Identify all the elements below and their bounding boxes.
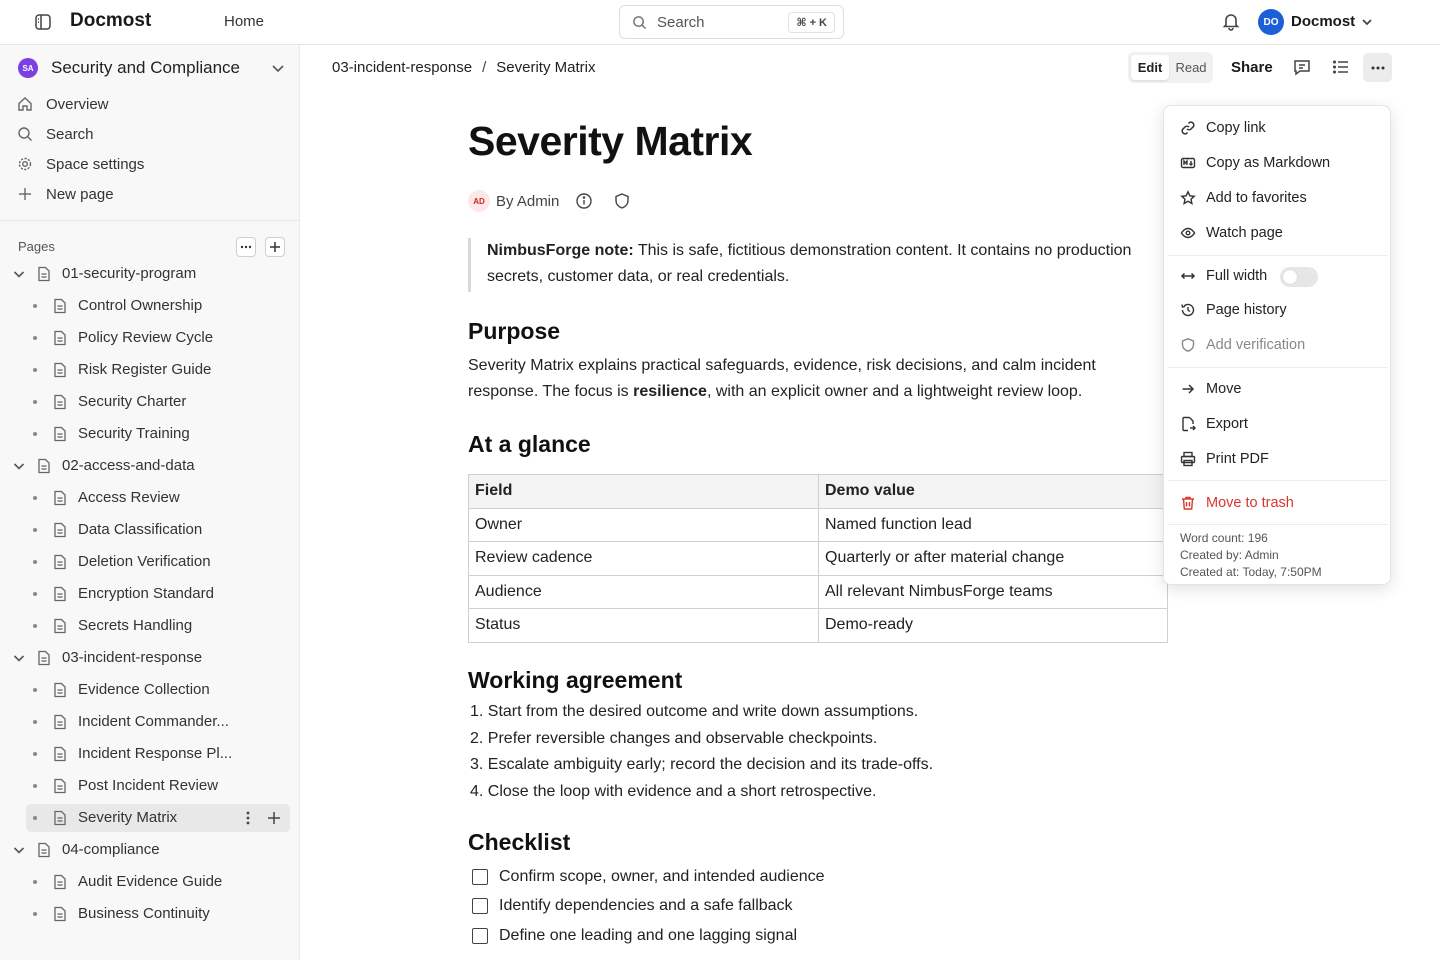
- comments-icon[interactable]: [1292, 57, 1312, 77]
- arrows-horizontal-icon: [1180, 268, 1196, 284]
- tree-bullet: [33, 400, 37, 404]
- tree-page[interactable]: [0, 580, 300, 608]
- plus-icon: [16, 186, 34, 202]
- star-icon: [1180, 190, 1196, 206]
- read-mode-button[interactable]: Read: [1175, 60, 1207, 75]
- document-icon: [53, 906, 67, 922]
- document-icon: [53, 810, 67, 826]
- glance-table[interactable]: [468, 474, 1168, 643]
- plus-icon[interactable]: [266, 810, 282, 826]
- tree-bullet: [33, 624, 37, 628]
- markdown-icon: [1180, 155, 1196, 171]
- list-item[interactable]: 3. Escalate ambiguity early; record the decision and its trade-offs.: [470, 756, 934, 773]
- tree-page[interactable]: [26, 804, 290, 832]
- page-options-menu: [1163, 105, 1391, 585]
- table-row: [469, 575, 1168, 609]
- nav-space-settings[interactable]: [16, 149, 286, 179]
- table-cell[interactable]: Audience: [469, 575, 819, 609]
- menu-label: Add verification: [1206, 337, 1306, 353]
- tree-item-label: Security Charter: [78, 393, 187, 410]
- menu-label: Print PDF: [1206, 451, 1269, 467]
- document-icon: [53, 586, 67, 602]
- table-cell[interactable]: Owner: [469, 508, 819, 542]
- breadcrumb-separator: /: [482, 59, 487, 76]
- created-at-label: Created at:: [1180, 565, 1240, 579]
- tree-item-label: 02-access-and-data: [62, 457, 195, 474]
- sidebar-toggle-icon[interactable]: [32, 11, 54, 33]
- nav-label: Overview: [46, 95, 109, 113]
- tree-bullet: [33, 912, 37, 916]
- gear-icon: [16, 156, 34, 172]
- table-cell[interactable]: Demo-ready: [819, 609, 1168, 643]
- toggle-knob: [1283, 270, 1297, 284]
- arrow-right-icon: [1180, 381, 1196, 397]
- created-by-value: Admin: [1244, 548, 1279, 562]
- table-cell[interactable]: Review cadence: [469, 542, 819, 576]
- more-horizontal-icon: [1370, 60, 1386, 76]
- search-shortcut: ⌘ + K: [788, 12, 835, 33]
- pages-header: [18, 237, 290, 257]
- table-header-cell[interactable]: Demo value: [819, 475, 1168, 509]
- tree-page[interactable]: [0, 484, 300, 512]
- tree-page[interactable]: [0, 548, 300, 576]
- table-row: [469, 508, 1168, 542]
- callout-title: NimbusForge note:: [487, 242, 634, 259]
- tree-page[interactable]: [0, 708, 300, 736]
- checklist-text[interactable]: Confirm scope, owner, and intended audience: [499, 867, 825, 885]
- tree-bullet: [33, 304, 37, 308]
- checklist-item: [472, 892, 825, 922]
- tree-item-label: Deletion Verification: [78, 553, 211, 570]
- tree-page[interactable]: [0, 868, 300, 896]
- search-icon: [16, 126, 34, 142]
- tree-item-label: 03-incident-response: [62, 649, 203, 666]
- document-icon: [37, 842, 51, 858]
- space-nav: [16, 89, 286, 209]
- document-icon: [53, 522, 67, 538]
- created-by-label: Created by:: [1180, 548, 1243, 562]
- byline: [468, 190, 631, 212]
- tree-folder[interactable]: [0, 644, 300, 672]
- menu-move-to-trash[interactable]: [1164, 486, 1392, 520]
- top-bar: [0, 0, 1440, 45]
- tree-item-label: Business Continuity: [78, 905, 210, 922]
- table-cell[interactable]: Quarterly or after material change: [819, 542, 1168, 576]
- chevron-down-icon[interactable]: [12, 267, 26, 281]
- tree-bullet: [33, 528, 37, 532]
- table-cell[interactable]: All relevant NimbusForge teams: [819, 575, 1168, 609]
- tree-bullet: [33, 752, 37, 756]
- tree-page[interactable]: [0, 388, 300, 416]
- document-icon: [53, 746, 67, 762]
- menu-label: Watch page: [1206, 225, 1283, 241]
- tree-page[interactable]: [0, 324, 300, 352]
- chevron-down-icon[interactable]: [12, 843, 26, 857]
- tree-page[interactable]: [0, 516, 300, 544]
- space-avatar: SA: [18, 58, 38, 78]
- user-avatar[interactable]: DO: [1258, 9, 1284, 35]
- export-icon: [1180, 416, 1196, 432]
- more-vertical-icon[interactable]: [241, 810, 255, 826]
- tree-item-label: Policy Review Cycle: [78, 329, 214, 346]
- tree-item-label: Incident Response Pl...: [78, 745, 233, 762]
- menu-divider: [1168, 367, 1388, 368]
- tree-bullet: [33, 784, 37, 788]
- tree-bullet: [33, 432, 37, 436]
- tree-folder[interactable]: [0, 452, 300, 480]
- purpose-text: Severity Matrix explains practical safeguards, evidence, risk decisions, and calm incident response. The focus is: [468, 357, 1096, 400]
- created-at-value: Today, 7:50PM: [1242, 565, 1322, 579]
- nav-label: Search: [46, 125, 94, 143]
- tree-item-label: Severity Matrix: [78, 809, 178, 826]
- brand-logo[interactable]: Docmost: [70, 10, 152, 31]
- document-icon: [53, 394, 67, 410]
- tree-folder[interactable]: [0, 836, 300, 864]
- add-page-button[interactable]: [265, 237, 285, 257]
- table-header-row: [469, 475, 1168, 509]
- menu-divider: [1168, 255, 1388, 256]
- heading-at-a-glance[interactable]: At a glance: [468, 431, 591, 457]
- tree-item-label: Incident Commander...: [78, 713, 229, 730]
- breadcrumb-current[interactable]: Severity Matrix: [496, 59, 596, 76]
- checkbox[interactable]: [472, 869, 488, 885]
- tree-bullet: [33, 688, 37, 692]
- tree-item-label: Risk Register Guide: [78, 361, 212, 378]
- menu-copy-link[interactable]: [1164, 111, 1392, 145]
- document-icon: [53, 714, 67, 730]
- purpose-text: , with an explicit owner and a lightweight review loop.: [706, 383, 1083, 400]
- nav-label: New page: [46, 185, 114, 203]
- document-icon: [53, 426, 67, 442]
- created-at-line: [1180, 564, 1322, 581]
- link-icon: [1180, 120, 1196, 136]
- callout-note[interactable]: [468, 238, 1168, 292]
- table-cell[interactable]: Named function lead: [819, 508, 1168, 542]
- document-icon: [53, 298, 67, 314]
- share-button[interactable]: Share: [1231, 59, 1273, 76]
- tree-bullet: [33, 560, 37, 564]
- checklist-text[interactable]: Define one leading and one lagging signal: [499, 926, 798, 944]
- tree-item-label: Secrets Handling: [78, 617, 193, 634]
- tree-item-label: Control Ownership: [78, 297, 203, 314]
- search-button[interactable]: [619, 5, 844, 39]
- purpose-paragraph[interactable]: [468, 353, 1168, 405]
- pages-label: Pages: [18, 239, 55, 254]
- tree-page[interactable]: [0, 740, 300, 768]
- menu-add-to-favorites[interactable]: [1164, 181, 1392, 215]
- document-icon: [37, 266, 51, 282]
- page-title[interactable]: Severity Matrix: [468, 118, 753, 164]
- tree-item-label: 04-compliance: [62, 841, 160, 858]
- menu-export[interactable]: [1164, 407, 1392, 441]
- menu-copy-markdown[interactable]: [1164, 146, 1392, 180]
- nav-overview[interactable]: [16, 89, 286, 119]
- table-cell[interactable]: Status: [469, 609, 819, 643]
- history-icon: [1180, 302, 1196, 318]
- printer-icon: [1180, 451, 1196, 467]
- menu-full-width[interactable]: [1164, 259, 1392, 293]
- checklist-text[interactable]: Identify dependencies and a safe fallback: [499, 897, 793, 915]
- list-item[interactable]: 1. Start from the desired outcome and write down assumptions.: [470, 703, 919, 720]
- tree-item-label: 01-security-program: [62, 265, 197, 282]
- menu-page-history[interactable]: [1164, 293, 1392, 327]
- menu-add-verification[interactable]: [1164, 328, 1392, 362]
- menu-label: Page history: [1206, 302, 1287, 318]
- tree-item-label: Encryption Standard: [78, 585, 214, 602]
- breadcrumb: [332, 59, 595, 76]
- document-icon: [53, 874, 67, 890]
- shield-icon: [1180, 337, 1196, 353]
- menu-label: Move: [1206, 381, 1242, 397]
- eye-icon: [1180, 225, 1196, 241]
- tree-page[interactable]: [0, 900, 300, 928]
- tree-bullet: [33, 592, 37, 596]
- document-icon: [37, 458, 51, 474]
- menu-label: Copy link: [1206, 120, 1266, 136]
- edit-mode-button[interactable]: Edit: [1131, 55, 1169, 80]
- tree-item-label: Access Review: [78, 489, 180, 506]
- sidebar: [0, 45, 300, 960]
- page-more-button[interactable]: [1363, 53, 1392, 82]
- tree-page[interactable]: [0, 676, 300, 704]
- tree-item-label: Data Classification: [78, 521, 203, 538]
- menu-label: Add to favorites: [1206, 190, 1307, 206]
- word-count: Word count: 196: [1180, 531, 1268, 545]
- author-label: By Admin: [496, 192, 560, 210]
- menu-label: Full width: [1206, 268, 1268, 284]
- full-width-toggle[interactable]: [1280, 267, 1318, 287]
- checklist-item: [472, 862, 825, 892]
- tree-bullet: [33, 496, 37, 500]
- menu-divider: [1168, 524, 1388, 525]
- menu-label: Move to trash: [1206, 495, 1294, 511]
- checklist-item: [472, 921, 825, 951]
- tree-bullet: [33, 816, 37, 820]
- heading-checklist[interactable]: Checklist: [468, 829, 571, 855]
- list-item[interactable]: 2. Prefer reversible changes and observable checkpoints.: [470, 729, 878, 747]
- purpose-bold: resilience: [633, 383, 707, 400]
- edit-read-toggle: [1128, 52, 1213, 83]
- document-icon: [37, 650, 51, 666]
- tree-item-label: Security Training: [78, 425, 190, 442]
- tree-item-label: Post Incident Review: [78, 777, 219, 794]
- trash-icon: [1180, 495, 1196, 511]
- tree-bullet: [33, 880, 37, 884]
- home-link[interactable]: Home: [224, 13, 265, 30]
- chevron-down-icon: [270, 60, 286, 76]
- tree-item-label: Evidence Collection: [78, 681, 210, 698]
- menu-watch-page[interactable]: [1164, 216, 1392, 250]
- space-name: Security and Compliance: [51, 58, 240, 77]
- user-menu-name[interactable]: Docmost: [1291, 13, 1356, 30]
- heading-working-agreement[interactable]: Working agreement: [468, 667, 683, 693]
- nav-new-page[interactable]: [16, 179, 286, 209]
- nav-search[interactable]: [16, 119, 286, 149]
- pages-more-button[interactable]: [236, 237, 256, 257]
- table-header-cell[interactable]: Field: [469, 475, 819, 509]
- chevron-down-icon[interactable]: [12, 651, 26, 665]
- tree-page[interactable]: [0, 356, 300, 384]
- tree-page[interactable]: [0, 292, 300, 320]
- author-avatar: AD: [468, 190, 490, 212]
- document-icon: [53, 330, 67, 346]
- chevron-down-icon[interactable]: [12, 459, 26, 473]
- tree-page[interactable]: [0, 420, 300, 448]
- checklist: [472, 862, 825, 951]
- breadcrumb-item[interactable]: 03-incident-response: [332, 59, 473, 76]
- created-by-line: [1180, 547, 1322, 564]
- space-switcher[interactable]: [18, 54, 290, 82]
- table-row: [469, 542, 1168, 576]
- document-icon: [53, 618, 67, 634]
- tree-bullet: [33, 336, 37, 340]
- tree-bullet: [33, 368, 37, 372]
- list-item[interactable]: 4. Close the loop with evidence and a short retrospective.: [470, 782, 877, 800]
- menu-print-pdf[interactable]: [1164, 442, 1392, 476]
- menu-label: Export: [1206, 416, 1248, 432]
- info-icon[interactable]: [575, 192, 593, 210]
- tree-folder[interactable]: [0, 260, 300, 288]
- working-agreement-list: [470, 699, 933, 805]
- document-icon: [53, 778, 67, 794]
- document-icon: [53, 682, 67, 698]
- sidebar-divider: [0, 220, 300, 221]
- menu-move[interactable]: [1164, 372, 1392, 406]
- menu-divider: [1168, 480, 1388, 481]
- table-of-contents-icon[interactable]: [1331, 57, 1351, 77]
- chevron-down-icon[interactable]: [1360, 15, 1374, 29]
- heading-purpose[interactable]: Purpose: [468, 318, 561, 344]
- home-icon: [16, 96, 34, 112]
- document-icon: [53, 490, 67, 506]
- table-row: [469, 609, 1168, 643]
- notifications-bell-icon[interactable]: [1221, 11, 1241, 31]
- checkbox[interactable]: [472, 928, 488, 944]
- search-label: Search: [657, 13, 705, 31]
- search-icon: [632, 15, 647, 30]
- document-icon: [53, 362, 67, 378]
- tree-bullet: [33, 720, 37, 724]
- callout-text: This is safe, fictitious demonstration content. It contains no production secrets, customer data, or real credentials.: [487, 242, 1132, 285]
- tree-page[interactable]: [0, 612, 300, 640]
- tree-page[interactable]: [0, 772, 300, 800]
- document-icon: [53, 554, 67, 570]
- tree-item-label: Audit Evidence Guide: [78, 873, 223, 890]
- page-metadata: [1180, 530, 1322, 581]
- verification-shield-icon[interactable]: [613, 192, 631, 210]
- nav-label: Space settings: [46, 155, 145, 173]
- checkbox[interactable]: [472, 898, 488, 914]
- menu-label: Copy as Markdown: [1206, 155, 1331, 171]
